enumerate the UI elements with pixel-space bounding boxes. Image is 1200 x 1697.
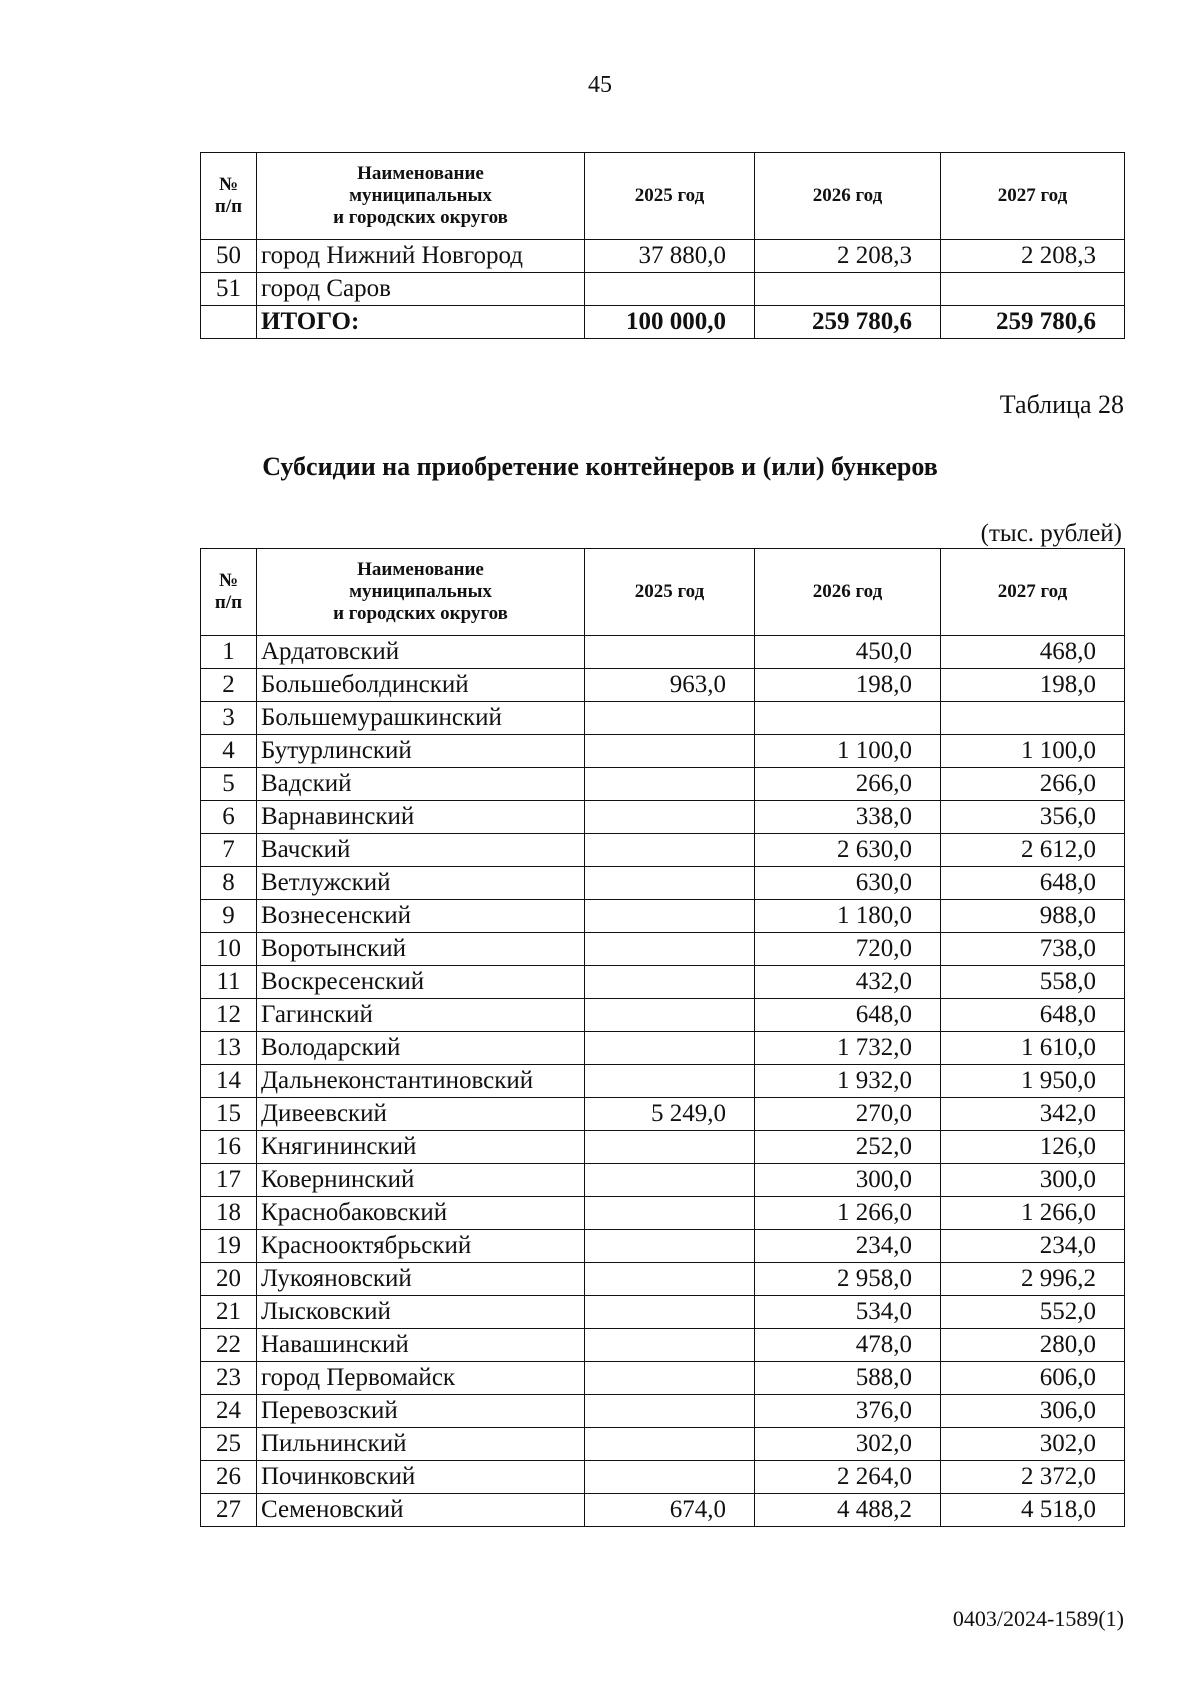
header-2025: 2025 год: [585, 153, 755, 240]
row-name: Вачский: [257, 834, 585, 867]
table-row: [201, 1362, 1125, 1395]
value-2025: [585, 867, 755, 900]
row-name: Починковский: [257, 1461, 585, 1494]
total-2025: 100 000,0: [585, 306, 755, 339]
row-name: Вадский: [257, 768, 585, 801]
value-2026: 450,0: [755, 636, 941, 669]
table-continued: [200, 152, 1125, 339]
row-name: Бутурлинский: [257, 735, 585, 768]
row-name: Княгининский: [257, 1131, 585, 1164]
table-row: [201, 1032, 1125, 1065]
value-2025: [585, 273, 755, 306]
value-2027: 306,0: [941, 1395, 1125, 1428]
value-2026: 198,0: [755, 669, 941, 702]
value-2025: [585, 1263, 755, 1296]
row-number: 1: [201, 636, 257, 669]
table-header-row: [201, 153, 1125, 240]
table-28: [200, 548, 1125, 1527]
table-row: [201, 273, 1125, 306]
value-2027: 234,0: [941, 1230, 1125, 1263]
value-2026: 1 266,0: [755, 1197, 941, 1230]
value-2025: 674,0: [585, 1494, 755, 1527]
value-2025: [585, 966, 755, 999]
header-num: № п/п: [201, 549, 257, 636]
row-number: 3: [201, 702, 257, 735]
header-name: Наименование муниципальных и городских округов: [257, 153, 585, 240]
value-2026: 270,0: [755, 1098, 941, 1131]
value-2025: [585, 1065, 755, 1098]
row-number: 6: [201, 801, 257, 834]
value-2027: 126,0: [941, 1131, 1125, 1164]
value-2026: 588,0: [755, 1362, 941, 1395]
value-2025: [585, 1230, 755, 1263]
header-2027: 2027 год: [941, 153, 1125, 240]
header-num: № п/п: [201, 153, 257, 240]
value-2027: 552,0: [941, 1296, 1125, 1329]
value-2026: 534,0: [755, 1296, 941, 1329]
value-2026: 338,0: [755, 801, 941, 834]
value-2027: 648,0: [941, 867, 1125, 900]
row-number: 22: [201, 1329, 257, 1362]
table-row: [201, 636, 1125, 669]
row-number: 21: [201, 1296, 257, 1329]
value-2027: 558,0: [941, 966, 1125, 999]
value-2026: 2 630,0: [755, 834, 941, 867]
value-2027: 1 266,0: [941, 1197, 1125, 1230]
row-number: 13: [201, 1032, 257, 1065]
header-2025: 2025 год: [585, 549, 755, 636]
table-row: [201, 867, 1125, 900]
value-2025: [585, 1395, 755, 1428]
value-2027: [941, 273, 1125, 306]
table-row: [201, 240, 1125, 273]
value-2026: [755, 702, 941, 735]
value-2025: [585, 1428, 755, 1461]
value-2026: 2 264,0: [755, 1461, 941, 1494]
row-name: Володарский: [257, 1032, 585, 1065]
document-id: 0403/2024-1589(1): [952, 1606, 1124, 1631]
header-name: Наименование муниципальных и городских округов: [257, 549, 585, 636]
row-number: 51: [201, 273, 257, 306]
value-2025: [585, 801, 755, 834]
row-name: город Нижний Новгород: [257, 240, 585, 273]
value-2027: 356,0: [941, 801, 1125, 834]
value-2025: [585, 900, 755, 933]
table-row: [201, 1197, 1125, 1230]
value-2027: 266,0: [941, 768, 1125, 801]
value-2025: [585, 999, 755, 1032]
row-name: Ветлужский: [257, 867, 585, 900]
value-2027: 1 610,0: [941, 1032, 1125, 1065]
table-row: [201, 702, 1125, 735]
value-2027: [941, 702, 1125, 735]
row-name: Перевозский: [257, 1395, 585, 1428]
total-label: ИТОГО:: [257, 306, 585, 339]
table-row: [201, 1230, 1125, 1263]
value-2027: 988,0: [941, 900, 1125, 933]
page-number: 45: [588, 72, 612, 98]
value-2027: 4 518,0: [941, 1494, 1125, 1527]
value-2026: 376,0: [755, 1395, 941, 1428]
value-2026: [755, 273, 941, 306]
unit-label: (тыс. рублей): [980, 520, 1122, 547]
row-name: Дальнеконстантиновский: [257, 1065, 585, 1098]
value-2025: [585, 1296, 755, 1329]
value-2027: 1 100,0: [941, 735, 1125, 768]
table-row: [201, 1296, 1125, 1329]
value-2027: 198,0: [941, 669, 1125, 702]
row-number: 2: [201, 669, 257, 702]
table-row: [201, 669, 1125, 702]
table-row: [201, 1164, 1125, 1197]
row-name: Лукояновский: [257, 1263, 585, 1296]
value-2027: 2 372,0: [941, 1461, 1125, 1494]
table-title: Субсидии на приобретение контейнеров и (или) бункеров: [262, 452, 938, 481]
table-row: [201, 900, 1125, 933]
value-2027: 2 612,0: [941, 834, 1125, 867]
value-2026: 478,0: [755, 1329, 941, 1362]
table-row: [201, 735, 1125, 768]
value-2026: 720,0: [755, 933, 941, 966]
value-2025: 37 880,0: [585, 240, 755, 273]
row-name: город Саров: [257, 273, 585, 306]
row-number: 16: [201, 1131, 257, 1164]
row-number: 10: [201, 933, 257, 966]
value-2027: 342,0: [941, 1098, 1125, 1131]
value-2027: 2 208,3: [941, 240, 1125, 273]
row-number: 17: [201, 1164, 257, 1197]
header-2027: 2027 год: [941, 549, 1125, 636]
table-row: [201, 999, 1125, 1032]
row-number: 26: [201, 1461, 257, 1494]
value-2026: 234,0: [755, 1230, 941, 1263]
value-2026: 1 732,0: [755, 1032, 941, 1065]
value-2025: [585, 636, 755, 669]
value-2025: [585, 933, 755, 966]
table-row: [201, 768, 1125, 801]
value-2025: [585, 1461, 755, 1494]
row-number: 24: [201, 1395, 257, 1428]
table-row: [201, 1065, 1125, 1098]
value-2027: 2 996,2: [941, 1263, 1125, 1296]
table-row: [201, 834, 1125, 867]
value-2027: 468,0: [941, 636, 1125, 669]
value-2026: 1 180,0: [755, 900, 941, 933]
row-name: Семеновский: [257, 1494, 585, 1527]
table-row: [201, 1329, 1125, 1362]
row-name: Ковернинский: [257, 1164, 585, 1197]
row-number: 15: [201, 1098, 257, 1131]
row-number: 18: [201, 1197, 257, 1230]
row-name: город Первомайск: [257, 1362, 585, 1395]
table-row: [201, 801, 1125, 834]
value-2026: 4 488,2: [755, 1494, 941, 1527]
row-name: Навашинский: [257, 1329, 585, 1362]
value-2025: [585, 834, 755, 867]
value-2025: 963,0: [585, 669, 755, 702]
value-2025: [585, 1362, 755, 1395]
row-name: Воротынский: [257, 933, 585, 966]
row-number: 19: [201, 1230, 257, 1263]
row-number: 20: [201, 1263, 257, 1296]
row-name: Ардатовский: [257, 636, 585, 669]
value-2026: 630,0: [755, 867, 941, 900]
table-row: [201, 1494, 1125, 1527]
table-row: [201, 1395, 1125, 1428]
row-number: 11: [201, 966, 257, 999]
value-2025: [585, 1164, 755, 1197]
value-2027: 738,0: [941, 933, 1125, 966]
value-2025: [585, 735, 755, 768]
value-2026: 300,0: [755, 1164, 941, 1197]
value-2025: [585, 1032, 755, 1065]
row-number: 5: [201, 768, 257, 801]
value-2025: [585, 768, 755, 801]
row-name: Варнавинский: [257, 801, 585, 834]
row-number: 9: [201, 900, 257, 933]
value-2025: 5 249,0: [585, 1098, 755, 1131]
row-number: 27: [201, 1494, 257, 1527]
value-2025: [585, 1131, 755, 1164]
table-row: [201, 1098, 1125, 1131]
total-row: [201, 306, 1125, 339]
value-2025: [585, 1329, 755, 1362]
row-name: Пильнинский: [257, 1428, 585, 1461]
total-2027: 259 780,6: [941, 306, 1125, 339]
value-2027: 648,0: [941, 999, 1125, 1032]
value-2027: 1 950,0: [941, 1065, 1125, 1098]
row-name: Краснобаковский: [257, 1197, 585, 1230]
value-2026: 648,0: [755, 999, 941, 1032]
row-name: Лысковский: [257, 1296, 585, 1329]
row-name: Воскресенский: [257, 966, 585, 999]
value-2027: 302,0: [941, 1428, 1125, 1461]
value-2025: [585, 702, 755, 735]
value-2027: 606,0: [941, 1362, 1125, 1395]
value-2027: 280,0: [941, 1329, 1125, 1362]
table-row: [201, 1263, 1125, 1296]
table-row: [201, 1461, 1125, 1494]
total-empty: [201, 306, 257, 339]
value-2025: [585, 1197, 755, 1230]
total-2026: 259 780,6: [755, 306, 941, 339]
value-2026: 302,0: [755, 1428, 941, 1461]
table-header-row: [201, 549, 1125, 636]
header-2026: 2026 год: [755, 549, 941, 636]
row-number: 8: [201, 867, 257, 900]
value-2026: 1 932,0: [755, 1065, 941, 1098]
row-number: 25: [201, 1428, 257, 1461]
value-2026: 432,0: [755, 966, 941, 999]
value-2026: 1 100,0: [755, 735, 941, 768]
row-name: Краснооктябрьский: [257, 1230, 585, 1263]
row-name: Большеболдинский: [257, 669, 585, 702]
row-number: 4: [201, 735, 257, 768]
value-2026: 2 208,3: [755, 240, 941, 273]
row-number: 12: [201, 999, 257, 1032]
table-row: [201, 933, 1125, 966]
table-row: [201, 1131, 1125, 1164]
row-name: Большемурашкинский: [257, 702, 585, 735]
value-2026: 2 958,0: [755, 1263, 941, 1296]
row-number: 50: [201, 240, 257, 273]
header-2026: 2026 год: [755, 153, 941, 240]
value-2027: 300,0: [941, 1164, 1125, 1197]
table-caption: Таблица 28: [999, 390, 1124, 419]
row-name: Гагинский: [257, 999, 585, 1032]
table-row: [201, 966, 1125, 999]
table-row: [201, 1428, 1125, 1461]
row-number: 14: [201, 1065, 257, 1098]
row-name: Вознесенский: [257, 900, 585, 933]
row-number: 23: [201, 1362, 257, 1395]
row-number: 7: [201, 834, 257, 867]
row-name: Дивеевский: [257, 1098, 585, 1131]
value-2026: 252,0: [755, 1131, 941, 1164]
value-2026: 266,0: [755, 768, 941, 801]
